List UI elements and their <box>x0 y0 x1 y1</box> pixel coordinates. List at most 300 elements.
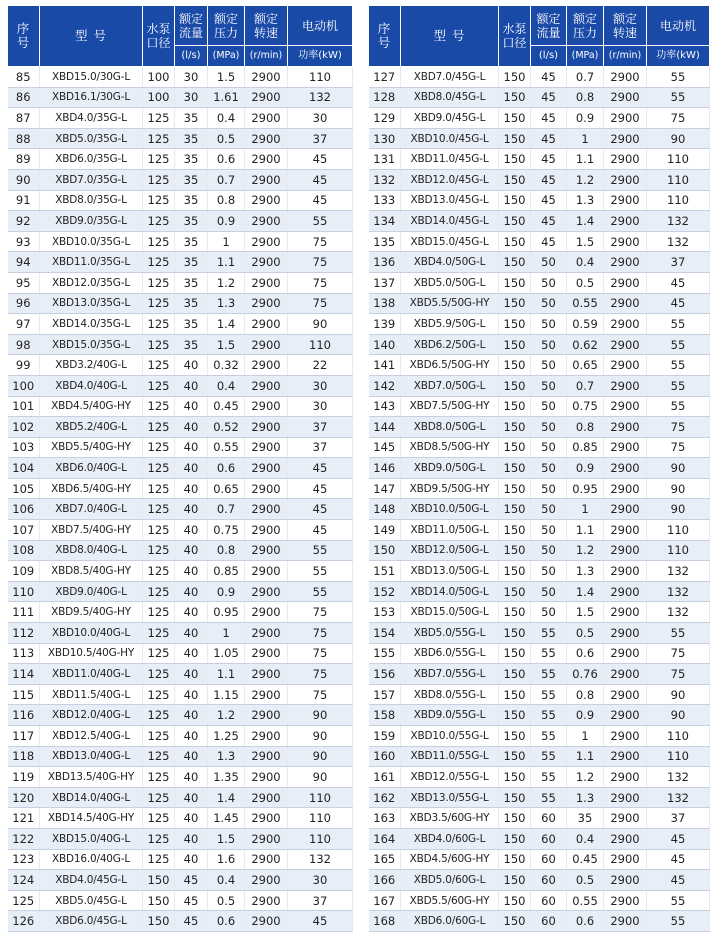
cell-power: 55 <box>647 396 710 417</box>
cell-speed: 2900 <box>604 746 647 767</box>
table-row <box>369 911 710 932</box>
cell-diameter: 125 <box>143 561 175 582</box>
cell-seq: 133 <box>369 190 401 211</box>
cell-speed: 2900 <box>604 911 647 932</box>
cell-diameter: 125 <box>143 726 175 747</box>
cell-speed: 2900 <box>245 787 288 808</box>
cell-speed: 2900 <box>604 190 647 211</box>
table-row <box>369 581 710 602</box>
cell-seq: 126 <box>8 911 40 932</box>
table-row <box>8 211 353 232</box>
cell-diameter: 150 <box>499 540 531 561</box>
cell-diameter: 125 <box>143 684 175 705</box>
table-row <box>369 890 710 911</box>
cell-seq: 106 <box>8 499 40 520</box>
cell-flow: 45 <box>531 231 567 252</box>
cell-power: 75 <box>647 108 710 129</box>
cell-model: XBD15.0/30G-L <box>40 67 143 88</box>
cell-seq: 144 <box>369 417 401 438</box>
cell-seq: 165 <box>369 849 401 870</box>
cell-model: XBD9.0/35G-L <box>40 211 143 232</box>
header-motor: 电动机 <box>288 6 353 46</box>
cell-diameter: 150 <box>499 849 531 870</box>
cell-model: XBD11.5/40G-L <box>40 684 143 705</box>
cell-speed: 2900 <box>604 293 647 314</box>
cell-seq: 116 <box>8 705 40 726</box>
cell-power: 45 <box>288 149 353 170</box>
table-row <box>369 293 710 314</box>
table-row <box>369 478 710 499</box>
cell-diameter: 125 <box>143 149 175 170</box>
cell-speed: 2900 <box>604 211 647 232</box>
cell-diameter: 150 <box>143 911 175 932</box>
cell-diameter: 125 <box>143 314 175 335</box>
cell-power: 55 <box>288 561 353 582</box>
cell-power: 132 <box>288 87 353 108</box>
cell-pressure: 1 <box>208 231 245 252</box>
cell-flow: 50 <box>531 520 567 541</box>
cell-model: XBD9.0/40G-L <box>40 581 143 602</box>
cell-power: 30 <box>288 396 353 417</box>
cell-seq: 109 <box>8 561 40 582</box>
cell-flow: 40 <box>175 581 208 602</box>
cell-pressure: 0.9 <box>208 211 245 232</box>
cell-seq: 152 <box>369 581 401 602</box>
cell-flow: 45 <box>531 67 567 88</box>
cell-power: 110 <box>288 828 353 849</box>
cell-speed: 2900 <box>245 870 288 891</box>
cell-pressure: 1.61 <box>208 87 245 108</box>
cell-power: 132 <box>647 211 710 232</box>
cell-flow: 40 <box>175 499 208 520</box>
cell-power: 55 <box>647 67 710 88</box>
cell-seq: 120 <box>8 787 40 808</box>
cell-diameter: 150 <box>499 561 531 582</box>
cell-model: XBD16.1/30G-L <box>40 87 143 108</box>
cell-model: XBD11.0/55G-L <box>401 746 499 767</box>
cell-seq: 102 <box>8 417 40 438</box>
header-speed-unit: (r/min) <box>604 46 647 67</box>
cell-pressure: 0.9 <box>567 458 604 479</box>
cell-speed: 2900 <box>245 87 288 108</box>
header-pressure-label: 额定 压力 <box>213 11 238 40</box>
cell-speed: 2900 <box>245 272 288 293</box>
header-flow <box>175 6 208 46</box>
cell-flow: 35 <box>175 272 208 293</box>
table-row <box>8 499 353 520</box>
cell-model: XBD15.0/50G-L <box>401 602 499 623</box>
table-row <box>369 272 710 293</box>
cell-seq: 158 <box>369 705 401 726</box>
header-flow-label: 额定 流量 <box>178 11 203 40</box>
cell-speed: 2900 <box>245 478 288 499</box>
header-motor-power: 功率(kW) <box>647 46 710 67</box>
cell-speed: 2900 <box>604 396 647 417</box>
table-row <box>369 128 710 149</box>
cell-power: 110 <box>288 67 353 88</box>
cell-speed: 2900 <box>604 128 647 149</box>
cell-pressure: 0.6 <box>567 911 604 932</box>
cell-seq: 149 <box>369 520 401 541</box>
table-row <box>8 87 353 108</box>
cell-speed: 2900 <box>245 128 288 149</box>
cell-speed: 2900 <box>604 828 647 849</box>
cell-power: 132 <box>647 787 710 808</box>
cell-model: XBD11.0/45G-L <box>401 149 499 170</box>
cell-model: XBD4.0/60G-L <box>401 828 499 849</box>
cell-flow: 35 <box>175 252 208 273</box>
cell-speed: 2900 <box>604 870 647 891</box>
table-row <box>369 602 710 623</box>
cell-flow: 50 <box>531 293 567 314</box>
cell-diameter: 125 <box>143 602 175 623</box>
cell-pressure: 1.1 <box>208 664 245 685</box>
cell-model: XBD11.0/40G-L <box>40 664 143 685</box>
cell-model: XBD14.0/40G-L <box>40 787 143 808</box>
cell-seq: 113 <box>8 643 40 664</box>
cell-flow: 50 <box>531 334 567 355</box>
cell-flow: 30 <box>175 67 208 88</box>
cell-speed: 2900 <box>604 643 647 664</box>
cell-model: XBD5.0/45G-L <box>40 890 143 911</box>
cell-diameter: 150 <box>499 499 531 520</box>
table-body-right <box>369 67 710 932</box>
cell-speed: 2900 <box>245 911 288 932</box>
header-seq <box>369 6 401 67</box>
cell-diameter: 150 <box>499 231 531 252</box>
cell-flow: 35 <box>175 334 208 355</box>
cell-power: 90 <box>288 314 353 335</box>
cell-speed: 2900 <box>604 437 647 458</box>
cell-flow: 35 <box>175 190 208 211</box>
cell-pressure: 1.45 <box>208 808 245 829</box>
cell-model: XBD8.5/40G-HY <box>40 561 143 582</box>
cell-speed: 2900 <box>245 746 288 767</box>
cell-seq: 99 <box>8 355 40 376</box>
cell-flow: 40 <box>175 602 208 623</box>
cell-speed: 2900 <box>604 705 647 726</box>
header-speed <box>245 6 288 46</box>
table-row <box>369 211 710 232</box>
cell-model: XBD8.0/35G-L <box>40 190 143 211</box>
cell-pressure: 0.45 <box>567 849 604 870</box>
cell-power: 30 <box>288 108 353 129</box>
cell-model: XBD11.0/50G-L <box>401 520 499 541</box>
cell-power: 55 <box>647 623 710 644</box>
cell-model: XBD9.0/55G-L <box>401 705 499 726</box>
cell-power: 37 <box>288 128 353 149</box>
cell-power: 75 <box>288 293 353 314</box>
cell-speed: 2900 <box>604 664 647 685</box>
cell-model: XBD7.0/45G-L <box>401 67 499 88</box>
cell-pressure: 0.8 <box>208 540 245 561</box>
cell-speed: 2900 <box>604 67 647 88</box>
cell-speed: 2900 <box>604 561 647 582</box>
cell-flow: 40 <box>175 417 208 438</box>
cell-speed: 2900 <box>604 458 647 479</box>
cell-model: XBD12.0/45G-L <box>401 169 499 190</box>
cell-speed: 2900 <box>604 149 647 170</box>
table-row <box>8 726 353 747</box>
cell-power: 55 <box>647 911 710 932</box>
cell-seq: 164 <box>369 828 401 849</box>
cell-speed: 2900 <box>245 252 288 273</box>
cell-flow: 55 <box>531 705 567 726</box>
cell-model: XBD12.0/40G-L <box>40 705 143 726</box>
cell-model: XBD10.0/50G-L <box>401 499 499 520</box>
cell-diameter: 150 <box>499 417 531 438</box>
cell-flow: 50 <box>531 437 567 458</box>
cell-seq: 110 <box>8 581 40 602</box>
cell-speed: 2900 <box>245 190 288 211</box>
header-model: 型 号 <box>40 6 143 67</box>
cell-seq: 125 <box>8 890 40 911</box>
cell-diameter: 150 <box>499 787 531 808</box>
cell-diameter: 150 <box>499 211 531 232</box>
cell-power: 90 <box>288 746 353 767</box>
cell-flow: 60 <box>531 849 567 870</box>
cell-seq: 142 <box>369 375 401 396</box>
table-row <box>369 664 710 685</box>
cell-pressure: 1.1 <box>567 746 604 767</box>
cell-speed: 2900 <box>604 808 647 829</box>
cell-speed: 2900 <box>604 787 647 808</box>
cell-diameter: 150 <box>499 458 531 479</box>
cell-power: 45 <box>647 849 710 870</box>
cell-pressure: 1.3 <box>208 746 245 767</box>
cell-flow: 45 <box>531 211 567 232</box>
cell-flow: 40 <box>175 355 208 376</box>
cell-flow: 50 <box>531 375 567 396</box>
header-seq <box>8 6 40 67</box>
cell-seq: 160 <box>369 746 401 767</box>
cell-flow: 60 <box>531 870 567 891</box>
cell-flow: 50 <box>531 252 567 273</box>
cell-flow: 40 <box>175 787 208 808</box>
cell-pressure: 0.7 <box>208 169 245 190</box>
header-speed-label: 额定 转速 <box>612 11 637 40</box>
cell-pressure: 0.6 <box>208 149 245 170</box>
table-row <box>369 396 710 417</box>
cell-model: XBD6.2/50G-L <box>401 334 499 355</box>
cell-seq: 85 <box>8 67 40 88</box>
cell-diameter: 150 <box>499 520 531 541</box>
cell-pressure: 1.35 <box>208 767 245 788</box>
cell-diameter: 125 <box>143 231 175 252</box>
table-row <box>369 561 710 582</box>
cell-diameter: 150 <box>499 375 531 396</box>
cell-seq: 114 <box>8 664 40 685</box>
table-row <box>8 602 353 623</box>
cell-flow: 55 <box>531 623 567 644</box>
cell-seq: 154 <box>369 623 401 644</box>
cell-seq: 150 <box>369 540 401 561</box>
cell-flow: 40 <box>175 808 208 829</box>
cell-flow: 45 <box>531 149 567 170</box>
cell-flow: 35 <box>175 128 208 149</box>
table-row <box>8 767 353 788</box>
cell-seq: 147 <box>369 478 401 499</box>
table-row <box>369 705 710 726</box>
cell-pressure: 0.4 <box>567 828 604 849</box>
cell-pressure: 0.8 <box>208 190 245 211</box>
cell-speed: 2900 <box>245 67 288 88</box>
cell-speed: 2900 <box>245 314 288 335</box>
cell-speed: 2900 <box>604 87 647 108</box>
cell-seq: 131 <box>369 149 401 170</box>
cell-flow: 45 <box>175 911 208 932</box>
cell-power: 75 <box>288 272 353 293</box>
cell-model: XBD15.0/40G-L <box>40 828 143 849</box>
cell-seq: 132 <box>369 169 401 190</box>
cell-pressure: 0.5 <box>567 870 604 891</box>
header-flow <box>531 6 567 46</box>
cell-speed: 2900 <box>245 684 288 705</box>
cell-flow: 50 <box>531 581 567 602</box>
cell-model: XBD7.0/50G-L <box>401 375 499 396</box>
cell-model: XBD6.0/60G-L <box>401 911 499 932</box>
cell-seq: 103 <box>8 437 40 458</box>
cell-seq: 93 <box>8 231 40 252</box>
cell-pressure: 1.3 <box>208 293 245 314</box>
cell-model: XBD10.5/40G-HY <box>40 643 143 664</box>
cell-power: 90 <box>647 128 710 149</box>
cell-pressure: 1.2 <box>208 272 245 293</box>
cell-pressure: 1.15 <box>208 684 245 705</box>
cell-power: 90 <box>647 684 710 705</box>
cell-power: 75 <box>288 231 353 252</box>
cell-flow: 50 <box>531 396 567 417</box>
cell-model: XBD16.0/40G-L <box>40 849 143 870</box>
header-diameter <box>499 6 531 67</box>
cell-seq: 129 <box>369 108 401 129</box>
cell-power: 75 <box>288 252 353 273</box>
cell-diameter: 150 <box>499 890 531 911</box>
cell-speed: 2900 <box>604 726 647 747</box>
cell-power: 45 <box>288 499 353 520</box>
cell-model: XBD5.0/55G-L <box>401 623 499 644</box>
cell-pressure: 0.85 <box>208 561 245 582</box>
header-flow-unit: (l/s) <box>175 46 208 67</box>
cell-seq: 101 <box>8 396 40 417</box>
cell-power: 90 <box>288 705 353 726</box>
cell-pressure: 1.2 <box>208 705 245 726</box>
cell-model: XBD10.0/35G-L <box>40 231 143 252</box>
header-flow-label: 额定 流量 <box>536 11 561 40</box>
cell-power: 132 <box>647 581 710 602</box>
cell-seq: 118 <box>8 746 40 767</box>
header-motor-power: 功率(kW) <box>288 46 353 67</box>
cell-flow: 55 <box>531 726 567 747</box>
cell-speed: 2900 <box>604 314 647 335</box>
cell-speed: 2900 <box>245 149 288 170</box>
cell-power: 75 <box>288 623 353 644</box>
table-row <box>369 540 710 561</box>
cell-speed: 2900 <box>604 169 647 190</box>
cell-diameter: 150 <box>499 643 531 664</box>
table-row <box>8 561 353 582</box>
cell-pressure: 0.8 <box>567 87 604 108</box>
cell-diameter: 125 <box>143 623 175 644</box>
cell-pressure: 0.6 <box>208 911 245 932</box>
cell-speed: 2900 <box>245 643 288 664</box>
cell-power: 75 <box>288 602 353 623</box>
cell-seq: 127 <box>369 67 401 88</box>
cell-flow: 40 <box>175 767 208 788</box>
cell-seq: 119 <box>8 767 40 788</box>
cell-speed: 2900 <box>604 684 647 705</box>
cell-model: XBD12.5/40G-L <box>40 726 143 747</box>
cell-diameter: 150 <box>499 67 531 88</box>
cell-power: 90 <box>288 767 353 788</box>
cell-seq: 146 <box>369 458 401 479</box>
cell-diameter: 125 <box>143 190 175 211</box>
cell-power: 75 <box>647 664 710 685</box>
table-row <box>8 870 353 891</box>
cell-speed: 2900 <box>604 767 647 788</box>
cell-speed: 2900 <box>604 334 647 355</box>
cell-power: 75 <box>288 664 353 685</box>
cell-pressure: 0.45 <box>208 396 245 417</box>
cell-model: XBD9.5/40G-HY <box>40 602 143 623</box>
cell-pressure: 0.65 <box>208 478 245 499</box>
cell-power: 110 <box>647 149 710 170</box>
cell-model: XBD12.0/55G-L <box>401 767 499 788</box>
cell-diameter: 125 <box>143 128 175 149</box>
cell-diameter: 125 <box>143 293 175 314</box>
cell-pressure: 1 <box>567 726 604 747</box>
cell-model: XBD14.0/50G-L <box>401 581 499 602</box>
cell-flow: 55 <box>531 787 567 808</box>
cell-power: 45 <box>647 293 710 314</box>
cell-speed: 2900 <box>604 478 647 499</box>
cell-power: 75 <box>647 417 710 438</box>
table-row <box>8 272 353 293</box>
cell-diameter: 125 <box>143 787 175 808</box>
cell-diameter: 150 <box>499 767 531 788</box>
cell-model: XBD4.0/35G-L <box>40 108 143 129</box>
cell-diameter: 125 <box>143 540 175 561</box>
cell-seq: 135 <box>369 231 401 252</box>
table-row <box>369 252 710 273</box>
cell-diameter: 125 <box>143 252 175 273</box>
table-row <box>369 520 710 541</box>
cell-flow: 40 <box>175 396 208 417</box>
cell-diameter: 150 <box>499 746 531 767</box>
cell-speed: 2900 <box>604 849 647 870</box>
cell-power: 90 <box>647 705 710 726</box>
table-row <box>8 252 353 273</box>
cell-seq: 139 <box>369 314 401 335</box>
cell-power: 110 <box>288 808 353 829</box>
cell-pressure: 0.9 <box>567 108 604 129</box>
cell-speed: 2900 <box>245 231 288 252</box>
cell-model: XBD9.0/45G-L <box>401 108 499 129</box>
cell-speed: 2900 <box>245 726 288 747</box>
cell-speed: 2900 <box>245 561 288 582</box>
cell-model: XBD12.0/50G-L <box>401 540 499 561</box>
cell-model: XBD3.5/60G-HY <box>401 808 499 829</box>
cell-diameter: 125 <box>143 169 175 190</box>
cell-speed: 2900 <box>245 602 288 623</box>
cell-pressure: 1.1 <box>208 252 245 273</box>
cell-pressure: 1.4 <box>208 787 245 808</box>
cell-model: XBD3.2/40G-L <box>40 355 143 376</box>
cell-flow: 45 <box>531 169 567 190</box>
table-row <box>8 623 353 644</box>
cell-power: 55 <box>647 375 710 396</box>
header-flow-unit: (l/s) <box>531 46 567 67</box>
